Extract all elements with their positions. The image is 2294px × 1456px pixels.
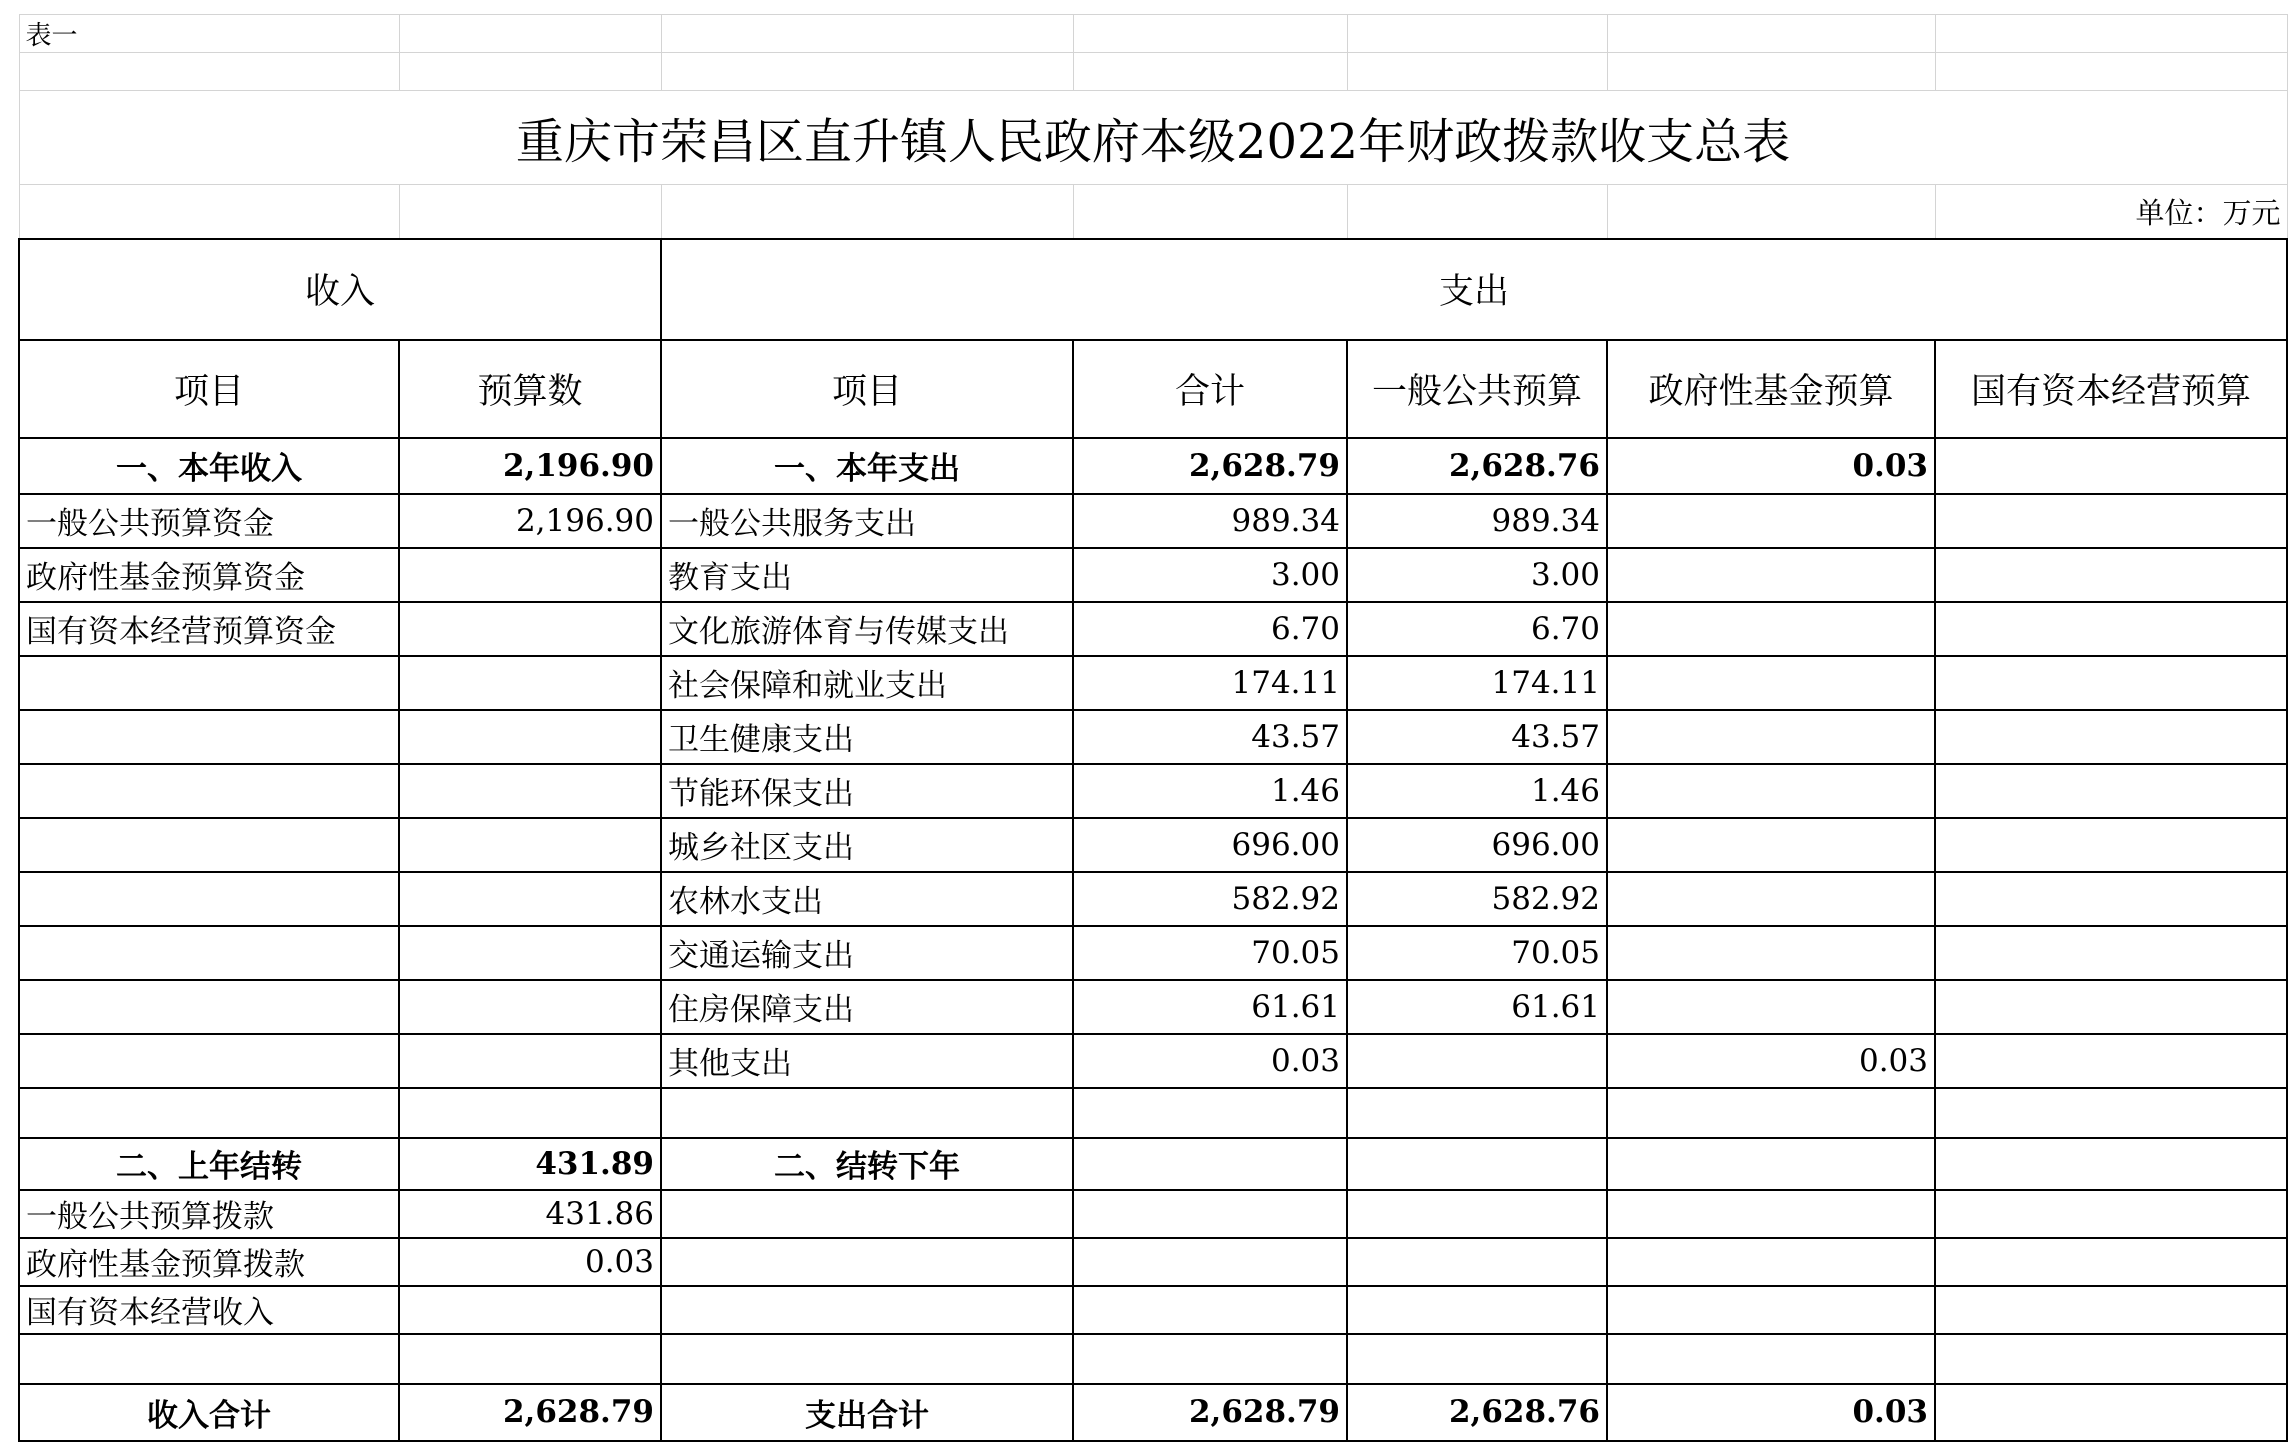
income-item-cell[interactable] [19,1088,399,1138]
income-item-cell[interactable]: 政府性基金预算资金 [19,548,399,602]
state-capital-cell[interactable] [1935,926,2287,980]
table-row [19,602,2287,656]
empty-cell[interactable] [1607,53,1935,91]
total-amount-cell[interactable] [1073,1286,1347,1334]
empty-cell[interactable] [1935,53,2287,91]
income-item-cell[interactable]: 一、本年收入 [19,438,399,494]
total-amount-cell[interactable] [1073,1138,1347,1190]
table-row [19,872,2287,926]
state-capital-cell[interactable] [1935,656,2287,710]
total-amount-cell[interactable]: 582.92 [1073,872,1347,926]
income-amount-cell[interactable]: 2,628.79 [399,1384,661,1441]
fund-budget-cell[interactable]: 0.03 [1607,438,1935,494]
total-amount-cell[interactable] [1073,1190,1347,1238]
table-row [19,494,2287,548]
table-row [19,656,2287,710]
general-budget-cell[interactable] [1347,1034,1607,1088]
income-item-cell[interactable] [19,872,399,926]
fund-budget-cell[interactable] [1607,1138,1935,1190]
general-budget-cell[interactable] [1347,1238,1607,1286]
empty-cell[interactable] [1073,53,1347,91]
general-budget-cell[interactable] [1347,1286,1607,1334]
state-capital-cell[interactable] [1935,764,2287,818]
state-capital-cell[interactable] [1935,1138,2287,1190]
general-budget-cell[interactable]: 582.92 [1347,872,1607,926]
general-budget-cell[interactable]: 6.70 [1347,602,1607,656]
table-row [19,764,2287,818]
general-budget-cell[interactable]: 61.61 [1347,980,1607,1034]
expense-item-cell[interactable] [661,1286,1073,1334]
income-item-cell[interactable]: 国有资本经营预算资金 [19,602,399,656]
page-title[interactable]: 重庆市荣昌区直升镇人民政府本级2022年财政拨款收支总表 [19,91,2287,185]
fund-budget-cell[interactable] [1607,1088,1935,1138]
empty-cell[interactable] [1607,185,1935,239]
total-amount-cell[interactable]: 2,628.79 [1073,1384,1347,1441]
empty-cell[interactable] [661,185,1073,239]
income-item-cell[interactable] [19,1334,399,1384]
table-row [19,438,2287,494]
empty-cell[interactable] [661,15,1073,53]
income-amount-cell[interactable] [399,926,661,980]
income-amount-cell[interactable]: 2,196.90 [399,494,661,548]
unit-label[interactable]: 单位：万元 [1935,185,2287,239]
table-row [19,548,2287,602]
income-header[interactable]: 收入 [19,239,661,340]
expense-item-cell[interactable] [661,1088,1073,1138]
state-capital-cell[interactable] [1935,548,2287,602]
income-amount-cell[interactable] [399,872,661,926]
empty-cell[interactable] [399,185,661,239]
general-budget-cell[interactable]: 3.00 [1347,548,1607,602]
expense-item-cell[interactable]: 节能环保支出 [661,764,1073,818]
income-amount-cell[interactable] [399,602,661,656]
fund-budget-cell[interactable] [1607,818,1935,872]
general-budget-cell[interactable]: 2,628.76 [1347,1384,1607,1441]
income-item-header[interactable]: 项目 [19,340,399,438]
empty-cell[interactable] [1607,15,1935,53]
table-row [19,1384,2287,1441]
expense-item-cell[interactable]: 交通运输支出 [661,926,1073,980]
fund-budget-cell[interactable] [1607,872,1935,926]
general-budget-cell[interactable]: 174.11 [1347,656,1607,710]
expense-item-cell[interactable]: 一般公共服务支出 [661,494,1073,548]
expense-item-cell[interactable]: 文化旅游体育与传媒支出 [661,602,1073,656]
state-capital-cell[interactable] [1935,438,2287,494]
state-capital-cell[interactable] [1935,1088,2287,1138]
empty-cell[interactable] [19,53,399,91]
total-header[interactable]: 合计 [1073,340,1347,438]
income-amount-cell[interactable] [399,980,661,1034]
total-amount-cell[interactable]: 43.57 [1073,710,1347,764]
state-capital-cell[interactable] [1935,494,2287,548]
empty-cell[interactable] [1935,15,2287,53]
empty-cell[interactable] [399,53,661,91]
table-row [19,818,2287,872]
income-amount-cell[interactable]: 0.03 [399,1238,661,1286]
income-amount-cell[interactable] [399,656,661,710]
general-budget-header[interactable]: 一般公共预算 [1347,340,1607,438]
empty-cell[interactable] [399,15,661,53]
income-amount-cell[interactable] [399,1034,661,1088]
table-row [19,1238,2287,1286]
state-capital-cell[interactable] [1935,1190,2287,1238]
expense-item-cell[interactable]: 农林水支出 [661,872,1073,926]
empty-cell[interactable] [19,185,399,239]
state-capital-cell[interactable] [1935,818,2287,872]
state-capital-cell[interactable] [1935,602,2287,656]
total-amount-cell[interactable]: 1.46 [1073,764,1347,818]
total-amount-cell[interactable]: 2,628.79 [1073,438,1347,494]
empty-cell[interactable] [1347,15,1607,53]
fund-budget-cell[interactable] [1607,1238,1935,1286]
expense-item-cell[interactable] [661,1190,1073,1238]
fund-budget-header[interactable]: 政府性基金预算 [1607,340,1935,438]
fund-budget-cell[interactable]: 0.03 [1607,1384,1935,1441]
total-amount-cell[interactable]: 70.05 [1073,926,1347,980]
expense-item-cell[interactable]: 一、本年支出 [661,438,1073,494]
expense-item-cell[interactable]: 卫生健康支出 [661,710,1073,764]
income-amount-cell[interactable] [399,1088,661,1138]
empty-cell[interactable] [1073,185,1347,239]
expense-item-cell[interactable]: 教育支出 [661,548,1073,602]
general-budget-cell[interactable]: 70.05 [1347,926,1607,980]
income-amount-cell[interactable]: 2,196.90 [399,438,661,494]
table-row [19,1190,2287,1238]
income-amount-cell[interactable] [399,818,661,872]
table-row [19,1088,2287,1138]
total-amount-cell[interactable] [1073,1088,1347,1138]
expense-item-header[interactable]: 项目 [661,340,1073,438]
income-item-cell[interactable]: 政府性基金预算拨款 [19,1238,399,1286]
income-item-cell[interactable]: 国有资本经营收入 [19,1286,399,1334]
fund-budget-cell[interactable] [1607,656,1935,710]
state-capital-cell[interactable] [1935,1334,2287,1384]
income-item-cell[interactable]: 一般公共预算拨款 [19,1190,399,1238]
empty-cell[interactable] [661,53,1073,91]
budget-header[interactable]: 预算数 [399,340,661,438]
fund-budget-cell[interactable] [1607,980,1935,1034]
expense-item-cell[interactable]: 其他支出 [661,1034,1073,1088]
total-amount-cell[interactable]: 989.34 [1073,494,1347,548]
fund-budget-cell[interactable] [1607,710,1935,764]
expense-item-cell[interactable]: 社会保障和就业支出 [661,656,1073,710]
table-row [19,1034,2287,1088]
state-capital-cell[interactable] [1935,1238,2287,1286]
expense-item-cell[interactable]: 支出合计 [661,1384,1073,1441]
general-budget-cell[interactable] [1347,1190,1607,1238]
income-item-cell[interactable] [19,1034,399,1088]
general-budget-cell[interactable]: 1.46 [1347,764,1607,818]
state-capital-header[interactable]: 国有资本经营预算 [1935,340,2287,438]
general-budget-cell[interactable]: 989.34 [1347,494,1607,548]
general-budget-cell[interactable]: 43.57 [1347,710,1607,764]
expense-item-cell[interactable]: 住房保障支出 [661,980,1073,1034]
income-item-cell[interactable] [19,980,399,1034]
table-row [19,1286,2287,1334]
state-capital-cell[interactable] [1935,980,2287,1034]
expense-header[interactable]: 支出 [661,239,2287,340]
table-row [19,926,2287,980]
fund-budget-cell[interactable]: 0.03 [1607,1034,1935,1088]
table-row [19,1138,2287,1190]
state-capital-cell[interactable] [1935,1384,2287,1441]
income-amount-cell[interactable]: 431.86 [399,1190,661,1238]
spreadsheet [18,14,2286,1446]
fund-budget-cell[interactable] [1607,494,1935,548]
empty-cell[interactable] [1347,53,1607,91]
sheet-tag[interactable]: 表一 [19,15,399,53]
state-capital-cell[interactable] [1935,1034,2287,1088]
total-amount-cell[interactable] [1073,1238,1347,1286]
expense-item-cell[interactable]: 城乡社区支出 [661,818,1073,872]
income-item-cell[interactable]: 一般公共预算资金 [19,494,399,548]
income-item-cell[interactable] [19,926,399,980]
general-budget-cell[interactable]: 2,628.76 [1347,438,1607,494]
expense-item-cell[interactable] [661,1238,1073,1286]
total-amount-cell[interactable]: 6.70 [1073,602,1347,656]
income-amount-cell[interactable] [399,764,661,818]
fund-budget-cell[interactable] [1607,548,1935,602]
income-amount-cell[interactable]: 431.89 [399,1138,661,1190]
empty-cell[interactable] [1347,185,1607,239]
table-row [19,1334,2287,1384]
income-item-cell[interactable] [19,656,399,710]
fund-budget-cell[interactable] [1607,926,1935,980]
total-amount-cell[interactable] [1073,1334,1347,1384]
fund-budget-cell[interactable] [1607,764,1935,818]
state-capital-cell[interactable] [1935,872,2287,926]
state-capital-cell[interactable] [1935,710,2287,764]
state-capital-cell[interactable] [1935,1286,2287,1334]
total-amount-cell[interactable]: 174.11 [1073,656,1347,710]
general-budget-cell[interactable]: 696.00 [1347,818,1607,872]
general-budget-cell[interactable] [1347,1334,1607,1384]
income-item-cell[interactable]: 二、上年结转 [19,1138,399,1190]
budget-table [18,14,2288,1442]
income-item-cell[interactable] [19,710,399,764]
expense-item-cell[interactable]: 二、结转下年 [661,1138,1073,1190]
empty-cell[interactable] [1073,15,1347,53]
general-budget-cell[interactable] [1347,1088,1607,1138]
table-row [19,980,2287,1034]
table-row [19,710,2287,764]
income-amount-cell[interactable] [399,1334,661,1384]
income-item-cell[interactable]: 收入合计 [19,1384,399,1441]
income-amount-cell[interactable] [399,1286,661,1334]
fund-budget-cell[interactable] [1607,1286,1935,1334]
fund-budget-cell[interactable] [1607,1190,1935,1238]
income-item-cell[interactable] [19,818,399,872]
fund-budget-cell[interactable] [1607,602,1935,656]
fund-budget-cell[interactable] [1607,1334,1935,1384]
income-item-cell[interactable] [19,764,399,818]
income-amount-cell[interactable] [399,548,661,602]
income-amount-cell[interactable] [399,710,661,764]
total-amount-cell[interactable]: 61.61 [1073,980,1347,1034]
general-budget-cell[interactable] [1347,1138,1607,1190]
total-amount-cell[interactable]: 696.00 [1073,818,1347,872]
expense-item-cell[interactable] [661,1334,1073,1384]
total-amount-cell[interactable]: 3.00 [1073,548,1347,602]
total-amount-cell[interactable]: 0.03 [1073,1034,1347,1088]
